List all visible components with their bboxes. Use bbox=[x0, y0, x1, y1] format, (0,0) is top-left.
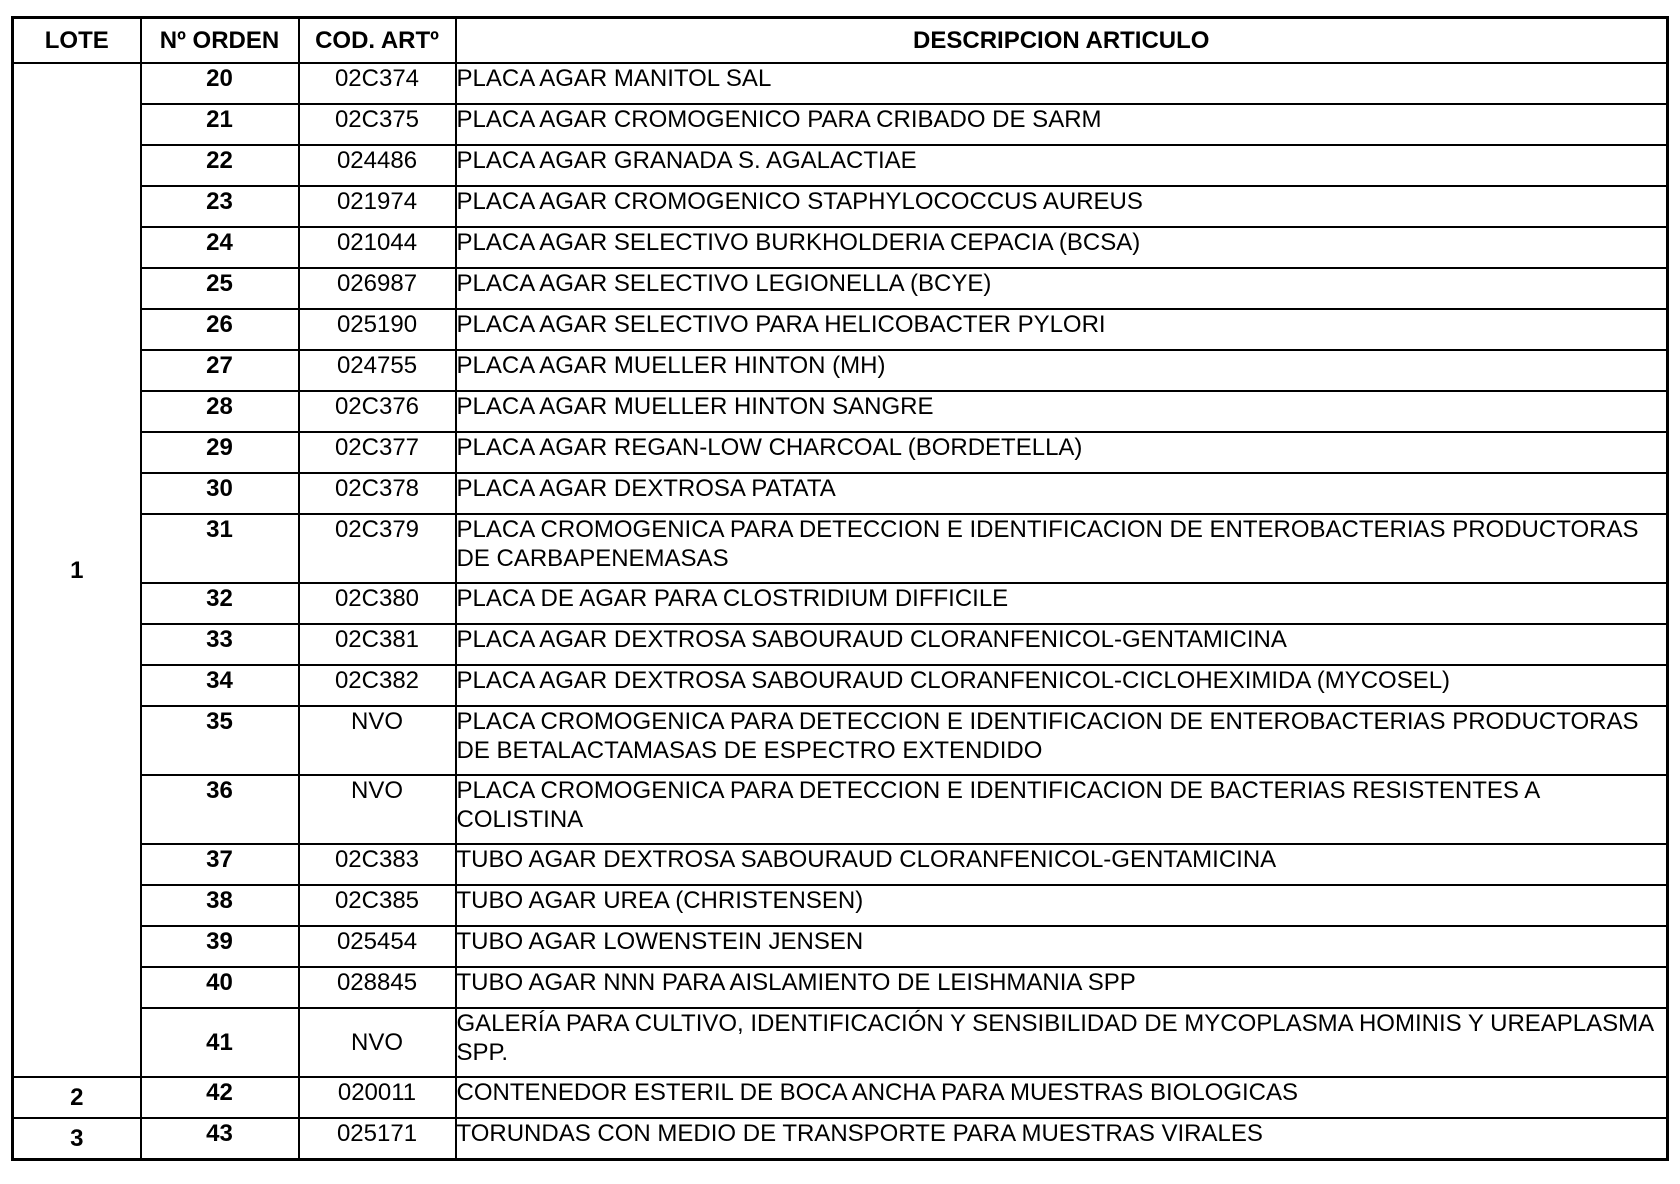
cod-cell: 02C378 bbox=[299, 473, 456, 514]
table-row bbox=[13, 309, 1668, 350]
cod-cell: 025190 bbox=[299, 309, 456, 350]
cod-cell: 028845 bbox=[299, 967, 456, 1008]
table-row bbox=[13, 967, 1668, 1008]
cod-cell: 026987 bbox=[299, 268, 456, 309]
cod-cell: 02C379 bbox=[299, 514, 456, 583]
table-body bbox=[13, 63, 1668, 1160]
cod-cell: 021974 bbox=[299, 186, 456, 227]
desc-cell: PLACA AGAR MUELLER HINTON SANGRE bbox=[456, 391, 1668, 432]
desc-cell: TUBO AGAR LOWENSTEIN JENSEN bbox=[456, 926, 1668, 967]
table-row bbox=[13, 706, 1668, 775]
orden-cell: 31 bbox=[141, 514, 299, 583]
table-row bbox=[13, 186, 1668, 227]
header-orden: Nº ORDEN bbox=[141, 18, 299, 64]
cod-cell: NVO bbox=[299, 1008, 456, 1077]
desc-cell: CONTENEDOR ESTERIL DE BOCA ANCHA PARA MUESTRAS BIOLOGICAS bbox=[456, 1077, 1668, 1118]
cod-cell: 02C385 bbox=[299, 885, 456, 926]
table-row bbox=[13, 514, 1668, 583]
header-cod-art: COD. ARTº bbox=[299, 18, 456, 64]
desc-cell: PLACA AGAR REGAN-LOW CHARCOAL (BORDETELLA) bbox=[456, 432, 1668, 473]
table-row bbox=[13, 775, 1668, 844]
desc-cell: PLACA AGAR DEXTROSA SABOURAUD CLORANFENICOL-CICLOHEXIMIDA (MYCOSEL) bbox=[456, 665, 1668, 706]
lote-cell: 2 bbox=[13, 1077, 141, 1118]
orden-cell: 24 bbox=[141, 227, 299, 268]
table-row bbox=[13, 268, 1668, 309]
lote-cell: 3 bbox=[13, 1118, 141, 1160]
cod-cell: 02C380 bbox=[299, 583, 456, 624]
orden-cell: 37 bbox=[141, 844, 299, 885]
orden-cell: 27 bbox=[141, 350, 299, 391]
desc-cell: PLACA AGAR MUELLER HINTON (MH) bbox=[456, 350, 1668, 391]
desc-cell: PLACA CROMOGENICA PARA DETECCION E IDENTIFICACION DE ENTEROBACTERIAS PRODUCTORAS DE CARBAPENEMASAS bbox=[456, 514, 1668, 583]
cod-cell: 020011 bbox=[299, 1077, 456, 1118]
table-row bbox=[13, 1008, 1668, 1077]
cod-cell: 02C383 bbox=[299, 844, 456, 885]
desc-cell: PLACA CROMOGENICA PARA DETECCION E IDENTIFICACION DE BACTERIAS RESISTENTES A COLISTINA bbox=[456, 775, 1668, 844]
table-row bbox=[13, 432, 1668, 473]
desc-cell: PLACA AGAR GRANADA S. AGALACTIAE bbox=[456, 145, 1668, 186]
desc-cell: PLACA AGAR SELECTIVO BURKHOLDERIA CEPACIA (BCSA) bbox=[456, 227, 1668, 268]
table-row bbox=[13, 624, 1668, 665]
cod-cell: 021044 bbox=[299, 227, 456, 268]
orden-cell: 36 bbox=[141, 775, 299, 844]
orden-cell: 21 bbox=[141, 104, 299, 145]
orden-cell: 41 bbox=[141, 1008, 299, 1077]
cod-cell: 024755 bbox=[299, 350, 456, 391]
desc-cell: TUBO AGAR NNN PARA AISLAMIENTO DE LEISHMANIA SPP bbox=[456, 967, 1668, 1008]
table-row bbox=[13, 391, 1668, 432]
table-row bbox=[13, 1077, 1668, 1118]
orden-cell: 39 bbox=[141, 926, 299, 967]
lote-cell: 1 bbox=[13, 63, 141, 1077]
desc-cell: TUBO AGAR DEXTROSA SABOURAUD CLORANFENICOL-GENTAMICINA bbox=[456, 844, 1668, 885]
cod-cell: NVO bbox=[299, 775, 456, 844]
orden-cell: 20 bbox=[141, 63, 299, 104]
orden-cell: 40 bbox=[141, 967, 299, 1008]
orden-cell: 38 bbox=[141, 885, 299, 926]
desc-cell: PLACA AGAR CROMOGENICO PARA CRIBADO DE SARM bbox=[456, 104, 1668, 145]
cod-cell: 025171 bbox=[299, 1118, 456, 1160]
orden-cell: 43 bbox=[141, 1118, 299, 1160]
desc-cell: PLACA DE AGAR PARA CLOSTRIDIUM DIFFICILE bbox=[456, 583, 1668, 624]
desc-cell: PLACA AGAR DEXTROSA SABOURAUD CLORANFENICOL-GENTAMICINA bbox=[456, 624, 1668, 665]
table-row bbox=[13, 473, 1668, 514]
orden-cell: 28 bbox=[141, 391, 299, 432]
desc-cell: PLACA AGAR CROMOGENICO STAPHYLOCOCCUS AUREUS bbox=[456, 186, 1668, 227]
table-row bbox=[13, 844, 1668, 885]
table-row bbox=[13, 583, 1668, 624]
desc-cell: TUBO AGAR UREA (CHRISTENSEN) bbox=[456, 885, 1668, 926]
table-row bbox=[13, 1118, 1668, 1160]
orden-cell: 26 bbox=[141, 309, 299, 350]
articles-table bbox=[11, 16, 1669, 1161]
cod-cell: NVO bbox=[299, 706, 456, 775]
orden-cell: 25 bbox=[141, 268, 299, 309]
table-row bbox=[13, 926, 1668, 967]
cod-cell: 02C375 bbox=[299, 104, 456, 145]
orden-cell: 22 bbox=[141, 145, 299, 186]
desc-cell: GALERÍA PARA CULTIVO, IDENTIFICACIÓN Y SENSIBILIDAD DE MYCOPLASMA HOMINIS Y UREAPLASMA SPP. bbox=[456, 1008, 1668, 1077]
cod-cell: 02C381 bbox=[299, 624, 456, 665]
orden-cell: 33 bbox=[141, 624, 299, 665]
table-row bbox=[13, 104, 1668, 145]
orden-cell: 23 bbox=[141, 186, 299, 227]
header-descripcion: DESCRIPCION ARTICULO bbox=[456, 18, 1668, 64]
desc-cell: PLACA CROMOGENICA PARA DETECCION E IDENTIFICACION DE ENTEROBACTERIAS PRODUCTORAS DE BETALACTAMASAS DE ESPECTRO EXTENDIDO bbox=[456, 706, 1668, 775]
orden-cell: 29 bbox=[141, 432, 299, 473]
table-header bbox=[13, 18, 1668, 64]
desc-cell: PLACA AGAR DEXTROSA PATATA bbox=[456, 473, 1668, 514]
cod-cell: 02C382 bbox=[299, 665, 456, 706]
table-row bbox=[13, 665, 1668, 706]
orden-cell: 32 bbox=[141, 583, 299, 624]
table-row bbox=[13, 885, 1668, 926]
orden-cell: 30 bbox=[141, 473, 299, 514]
desc-cell: PLACA AGAR SELECTIVO PARA HELICOBACTER PYLORI bbox=[456, 309, 1668, 350]
table-row bbox=[13, 145, 1668, 186]
cod-cell: 02C377 bbox=[299, 432, 456, 473]
cod-cell: 024486 bbox=[299, 145, 456, 186]
header-row bbox=[13, 18, 1668, 64]
desc-cell: PLACA AGAR SELECTIVO LEGIONELLA (BCYE) bbox=[456, 268, 1668, 309]
orden-cell: 42 bbox=[141, 1077, 299, 1118]
cod-cell: 02C376 bbox=[299, 391, 456, 432]
desc-cell: PLACA AGAR MANITOL SAL bbox=[456, 63, 1668, 104]
header-lote: LOTE bbox=[13, 18, 141, 64]
table-row bbox=[13, 63, 1668, 104]
desc-cell: TORUNDAS CON MEDIO DE TRANSPORTE PARA MUESTRAS VIRALES bbox=[456, 1118, 1668, 1160]
orden-cell: 34 bbox=[141, 665, 299, 706]
cod-cell: 025454 bbox=[299, 926, 456, 967]
orden-cell: 35 bbox=[141, 706, 299, 775]
table-row bbox=[13, 227, 1668, 268]
table-row bbox=[13, 350, 1668, 391]
cod-cell: 02C374 bbox=[299, 63, 456, 104]
